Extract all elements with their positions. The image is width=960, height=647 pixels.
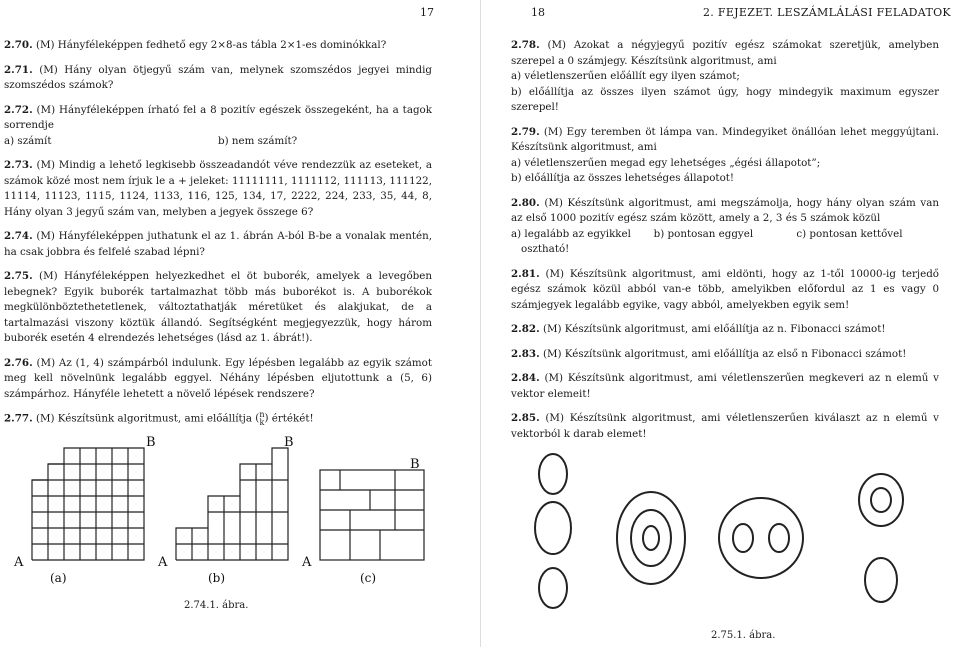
staircase-grid-a: [32, 448, 144, 560]
label-a-c: A: [302, 555, 312, 570]
option-a: a) számít: [4, 134, 52, 147]
label-b-b: B: [284, 435, 294, 450]
option-b: b) nem számít?: [218, 134, 298, 147]
problem-2-81: 2.81. (M) Készítsünk algoritmust, ami eldönti, hogy az 1-től 10000-ig terjedő egész számok közül abból van-e több, amelyikben előfordul az 1 es vagy 0 számjegyek legalább egyike, vagy abból, amelyekben egyik sem!: [511, 267, 939, 311]
label-b-c: B: [410, 457, 420, 472]
problem-2-75: 2.75. (M) Hányféleképpen helyezkedhet el öt buborék, amelyek a levegőben lebegnek? Egyik buborék tartalmazhat több más buborékot is. A buborékok megkülönböztethetetlenek, változtathatják méretüket és alakjukat, de a tartalmazási viszony köztük állandó. Segítségként megjegyezzük, hogy három buborék esetén 4 elrendezés lehetséges (lásd az 1. ábrát!).: [4, 270, 432, 344]
arrangement-3: [719, 498, 803, 578]
subcaption-a: (a): [50, 571, 67, 585]
arrangement-4: [859, 474, 903, 602]
figure-caption-right: 2.75.1. ábra.: [711, 630, 776, 641]
arrangement-2: [617, 492, 685, 584]
problem-2-82: 2.82. (M) Készítsünk algoritmust, ami előállítja az n. Fibonacci számot!: [511, 323, 886, 335]
subcaption-b: (b): [208, 571, 226, 585]
page-number-right: 18: [531, 6, 545, 19]
binomial: ( n k ): [255, 410, 269, 427]
problem-2-76: 2.76. (M) Az (1, 4) számpárból indulunk. Egy lépésben legalább az egyik számot meg kell növelnünk legalább eggyel. Néhány lépésben eljutottunk a (5, 6) számpárhoz. Hányféle lehetett a növelő lépések rendszere?: [4, 356, 432, 400]
problem-2-72: 2.72. (M) Hányféleképpen írható fel a 8 pozitív egészek összegeként, ha a tagok sorrendje a) számít b) nem számít?: [4, 103, 432, 150]
page-number-left: 17: [420, 6, 434, 19]
problem-2-85: 2.85. (M) Készítsünk algoritmust, ami véletlenszerűen kiválaszt az n elemű v vektorból k darab elemet!: [511, 412, 939, 440]
problem-2-71: 2.71. (M) Hány olyan ötjegyű szám van, melynek szomszédos jegyei mindig szomszédos számok?: [4, 63, 432, 91]
label-a-a: A: [14, 555, 24, 570]
figure-caption-left: 2.74.1. ábra.: [184, 600, 249, 611]
lattice-figure: [0, 430, 440, 600]
problem-2-77: 2.77. (M) Készítsünk algoritmust, ami előállítja ( n k ) értékét!: [4, 410, 314, 427]
arrangement-1: [535, 454, 571, 608]
problem-2-84: 2.84. (M) Készítsünk algoritmust, ami véletlenszerűen megkeveri az n elemű v vektor elemeit!: [511, 372, 939, 400]
problem-2-79: 2.79. (M) Egy teremben öt lámpa van. Mindegyiket önállóan lehet meggyújtani. Készítsünk algoritmust, ami a) véletlenszerűen megad egy lehetséges „égési állapotot”; b) előállítja az összes lehetséges állapotot!: [511, 125, 939, 184]
bubbles-figure: [481, 440, 960, 630]
right-page: [480, 0, 960, 647]
rectangle-grid-c: [320, 470, 424, 560]
left-problems: [4, 38, 432, 436]
stepped-grid-b: [176, 448, 288, 560]
right-problems: [511, 38, 939, 451]
subcaption-c: (c): [360, 571, 377, 585]
label-a-b: A: [158, 555, 168, 570]
problem-2-78: 2.78. (M) Azokat a négyjegyű pozitív egész számokat szeretjük, amelyben szerepel a 0 számjegy. Készítsünk algoritmust, ami a) véletlenszerűen előállít egy ilyen számot; b) előállítja az összes ilyen számot úgy, hogy mindegyik maximum egyszer szerepel!: [511, 39, 939, 113]
chapter-header: 2. FEJEZET. LESZÁMLÁLÁSI FELADATOK: [703, 6, 951, 19]
problem-2-74: 2.74. (M) Hányféleképpen juthatunk el az 1. ábrán A-ból B-be a vonalak mentén, ha csak jobbra és felfelé szabad lépni?: [4, 230, 432, 258]
problem-2-70: 2.70. (M) Hányféleképpen fedhető egy 2×8-as tábla 2×1-es dominókkal?: [4, 39, 387, 51]
problem-2-83: 2.83. (M) Készítsünk algoritmust, ami előállítja az első n Fibonacci számot!: [511, 347, 907, 360]
problem-2-80: 2.80. (M) Készítsünk algoritmust, ami megszámolja, hogy hány olyan szám van az első 1000 pozitív egész szám között, amely a 2, 3 és 5 számok közül a) legalább az egyikkel b) pontosan eggyel c) pontosan kettővel osztható!: [511, 196, 939, 255]
label-b-a: B: [146, 435, 156, 450]
problem-2-73: 2.73. (M) Mindig a lehető legkisebb összeadandót véve rendezzük az eseteket, a számok közé most nem írjuk le a + jeleket: 11111111, 1111112, 111113, 111122, 11114, 11123, 1115, 1124, 1133, 116, 125, 134, 17, 2222, 224, 233, 35, 44, 8, Hány olyan 3 jegyű szám van, melyben a jegyek összege 6?: [4, 159, 432, 218]
